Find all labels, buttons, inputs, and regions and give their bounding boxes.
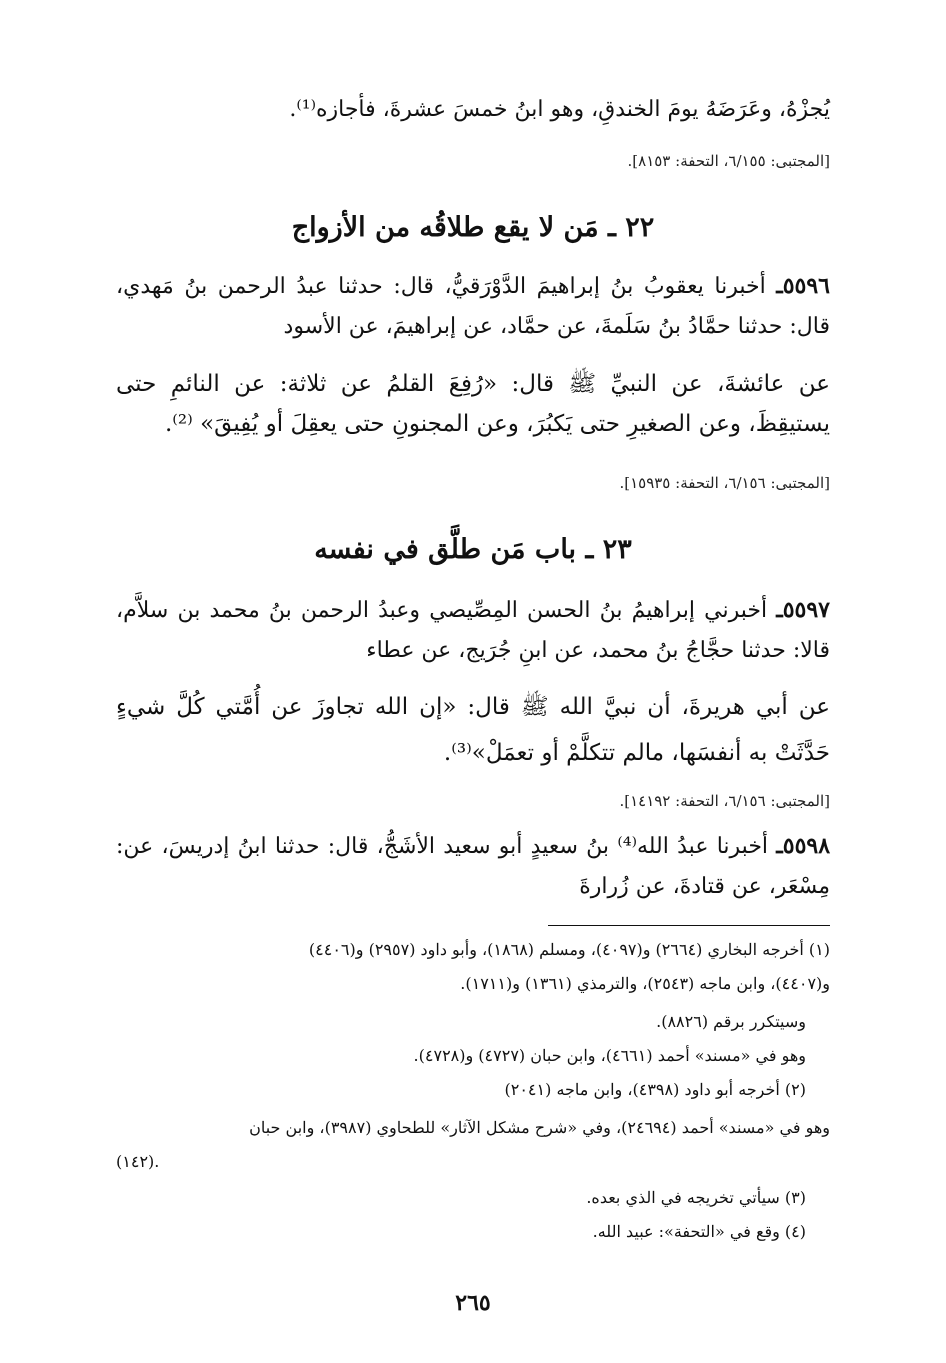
hadith-number: ٥٥٩٨ـ [776,833,831,859]
footnote-4: (٤) وقع في «التحفة»: عبيد الله. [592,1222,806,1241]
reference-note: [المجتبى: ٦/١٥٦، التحفة: ١٥٩٣٥]. [619,474,830,492]
hadith-number: ٥٥٩٦ـ [776,273,830,299]
footnote-1-cont: وهو في «مسند» أحمد (٤٦٦١)، وابن حبان (٤٧٢٧) و(٤٧٢٨). [413,1046,806,1065]
hadith-5596-isnad [116,266,830,347]
reference-note: [المجتبى: ٦/١٥٥، التحفة: ٨١٥٣]. [627,152,830,170]
page-number: ٢٦٥ [455,1290,491,1316]
footnote-3: (٣) سيأتي تخريجه في الذي بعده. [586,1188,806,1207]
isnad-text: أخبرنا عبدُ الله⁽⁴⁾ بنُ سعيدٍ أبو سعيد الأشَجُّ، قال: حدثنا ابنُ إدريسَ، عن: مِسْعَر، عن قتادةَ، عن زُرارةَ [116,834,830,899]
section-heading-23: ٢٣ ـ باب مَن طلَّق في نفسه [314,534,632,565]
isnad-text: أخبرني إبراهيمُ بنُ الحسن المِصِّيصي وعبدُ الرحمن بنُ محمد بن سلاَّم، قالا: حدثنا حجَّاجُ بنُ محمد، عن ابنِ جُرَيج، عن عطاء [116,598,830,663]
hadith-5597-isnad [116,590,830,671]
footnote-1-cont: وسيتكرر برقم (٨٨٢٦). [656,1012,806,1031]
hadith-5596-matn: عن عائشةَ، عن النبيِّ ﷺ قال: «رُفِعَ القلمُ عن ثلاثة: عن النائمِ حتى يستيقِظَ، وعن الصغيرِ حتى يَكبُرَ، وعن المجنونِ حتى يعقِلَ أو يُفِيقَ» ⁽²⁾. [116,371,830,437]
reference-note: [المجتبى: ٦/١٥٦، التحفة: ١٤١٩٢]. [619,792,830,810]
footnote-1: (١) أخرجه البخاري (٢٦٦٤) و(٤٠٩٧)، ومسلم (١٨٦٨)، وأبو داود (٢٩٥٧) و(٤٤٠٦) [308,940,830,959]
continuation-line: يُجزْهُ، وعَرَضَهُ يومَ الخندقِ، وهو ابنُ خمسَ عشرةَ، فأجازه⁽¹⁾. [289,97,830,122]
footnote-2-cont: وهو في «مسند» أحمد (٢٤٦٩٤)، وفي «شرح مشكل الآثار» للطحاوي (٣٩٨٧)، وابن حبان [249,1118,830,1137]
hadith-number: ٥٥٩٧ـ [776,597,830,623]
hadith-5597-matn: عن أبي هريرةَ، أن نبيَّ الله ﷺ قال: «إن الله تجاوزَ عن أُمَّتي كُلَّ شيءٍ حَدَّثَتْ به أنفسَها، مالم تتكلَّمْ أو تعمَلْ»⁽³⁾. [116,694,830,766]
footnote-2-cont: (١٤٢). [116,1152,160,1171]
footnote-1-cont: و(٤٤٠٧)، وابن ماجه (٢٥٤٣)، والترمذي (١٣٦١) و(١٧١١). [460,974,830,993]
footnote-separator [548,925,830,926]
hadith-5598-isnad [116,826,830,907]
footnote-2: (٢) أخرجه أبو داود (٤٣٩٨)، وابن ماجه (٢٠٤١) [504,1080,806,1099]
isnad-text: أخبرنا يعقوبُ بنُ إبراهيمَ الدَّوْرَقيُّ، قال: حدثنا عبدُ الرحمن بنُ مَهدي، قال: حدثنا حمَّادُ بنُ سَلَمةَ، عن حمَّاد، عن إبراهيمَ، عن الأسود [116,274,830,339]
section-heading-22: ٢٢ ـ مَن لا يقع طلاقُه من الأزواج [291,212,655,243]
